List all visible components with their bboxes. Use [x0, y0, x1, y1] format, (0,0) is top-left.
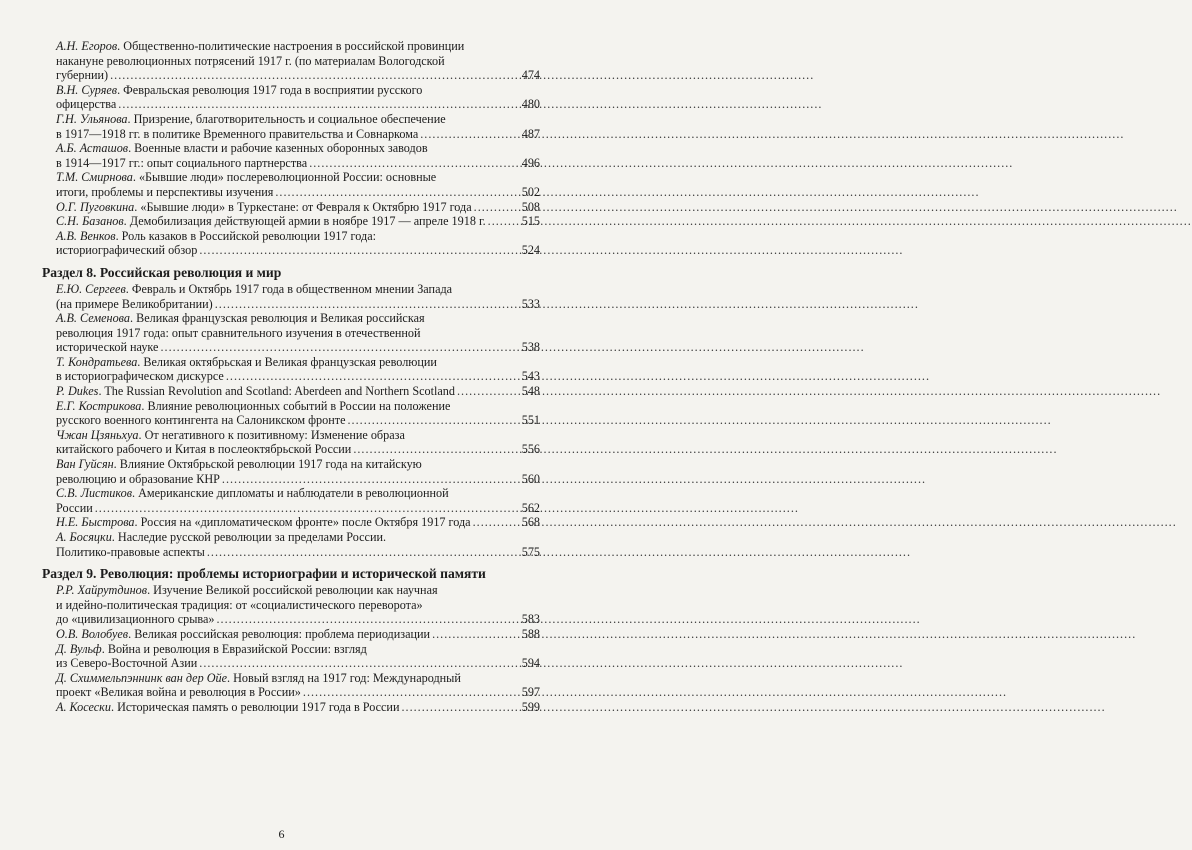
- toc-entry-text-wrap: [56, 185, 273, 200]
- toc-entry-line: [42, 200, 510, 215]
- toc-entry-title: Наследие русской революции за пределами России.: [117, 530, 387, 544]
- toc-entry-title: Великая французская революция и Великая российская: [136, 311, 425, 326]
- toc-entry-title: в 1917—1918 гг. в политике Временного правительства и Совнаркома: [56, 126, 419, 141]
- toc-entry-text-wrap: [56, 127, 418, 142]
- toc-entry-text-wrap: А.В. Семенова. Великая французская революция и Великая российская: [56, 311, 425, 326]
- toc-entry-text-wrap: С.В. Листиков. Американские дипломаты и наблюдатели в революционной: [56, 486, 449, 501]
- toc-entry-line: [42, 214, 510, 229]
- toc-entry-line: [42, 355, 510, 370]
- toc-entry-page: 594: [521, 656, 540, 671]
- toc-entry-line: [42, 141, 510, 156]
- toc-entry-text-wrap: [56, 369, 224, 384]
- toc-entry-line: [42, 68, 510, 83]
- toc-entry-title: в 1914—1917 гг.: опыт социального партнерства: [56, 155, 308, 170]
- toc-entry-author: P. Dukes: [56, 384, 99, 399]
- toc-entry-author: Д. Схиммельпэннинк ван дер Ойе: [56, 670, 228, 685]
- toc-entry[interactable]: [42, 112, 540, 141]
- toc-entry-text-wrap: Е.Г. Кострикова. Влияние революционных событий в России на положение: [56, 398, 451, 413]
- toc-entry-page: 583: [521, 612, 540, 627]
- toc-entry[interactable]: [42, 229, 540, 258]
- toc-entry-text-wrap: [56, 598, 423, 612]
- toc-entry-title: Политико-правовые аспекты: [56, 544, 205, 559]
- toc-entry[interactable]: [42, 642, 540, 671]
- toc-entry[interactable]: [42, 200, 540, 215]
- toc-entry-title: Демобилизация действующей армии в ноябре 1917 — апреле 1918 г.: [129, 214, 486, 229]
- toc-entry-title: The Russian Revolution and Scotland: Aberdeen and Northern Scotland: [104, 384, 455, 399]
- toc-entry[interactable]: [42, 700, 540, 715]
- toc-entry-page: 562: [521, 500, 540, 515]
- toc-entry[interactable]: [42, 399, 540, 428]
- toc-entry-page: 543: [521, 369, 540, 384]
- toc-entry-line: [42, 282, 510, 297]
- toc-entry-line: [42, 311, 510, 326]
- toc-entry-text-wrap: [56, 685, 301, 700]
- toc-entry-title: «Бывшие люди» послереволюционной России: основные: [138, 170, 437, 185]
- toc-entry-line: [42, 54, 510, 69]
- toc-entry-text-wrap: Ван Гуйсян. Влияние Октябрьской революции 1917 года на китайскую: [56, 457, 422, 472]
- toc-entry-author: А. Босяцки: [56, 530, 112, 544]
- toc-entry-author: А. Косески: [56, 699, 111, 714]
- toc-entry-text-wrap: [56, 156, 307, 171]
- toc-entry[interactable]: [42, 671, 540, 700]
- toc-entry-text-wrap: Д. Вульф. Война и революция в Евразийской России: взгляд: [56, 641, 367, 656]
- toc-entry-line: [42, 229, 510, 244]
- dot-leader: [473, 515, 1177, 530]
- toc-entry-title: из Северо-Восточной Азии: [56, 656, 198, 671]
- dot-leader: [309, 156, 1013, 171]
- toc-entry-line: [42, 612, 510, 627]
- dot-leader: [118, 97, 822, 112]
- toc-entry-line: [42, 384, 510, 399]
- toc-entry-line: [42, 413, 510, 428]
- toc-entry-page: 599: [521, 699, 540, 714]
- toc-entry-title: Великая октябрьская и Великая французская революции: [143, 354, 437, 369]
- toc-entry-title: Американские дипломаты и наблюдатели в революционной: [138, 486, 449, 501]
- toc-entry[interactable]: [42, 141, 540, 170]
- toc-entry-text-wrap: [56, 326, 421, 340]
- toc-entry-line: [42, 545, 510, 560]
- toc-entry-page: 496: [521, 155, 540, 170]
- toc-entry-text-wrap: Н.Е. Быстрова. Россия на «дипломатическом фронте» после Октября 1917 года: [56, 515, 471, 530]
- toc-entry[interactable]: [42, 457, 540, 486]
- toc-entry-author: С.В. Листиков: [56, 486, 132, 501]
- dot-leader: [207, 545, 911, 560]
- toc-entry[interactable]: [42, 530, 540, 559]
- toc-entry-title: исторической науке: [56, 340, 159, 355]
- toc-entry-author: А.В. Венков: [56, 228, 116, 243]
- toc-entry-text-wrap: [56, 243, 197, 258]
- book-page: [0, 0, 563, 850]
- toc-entry-author: Д. Вульф: [56, 641, 102, 656]
- toc-entry-text-wrap: Г.Н. Ульянова. Призрение, благотворительность и социальное обеспечение: [56, 111, 446, 126]
- toc-entry-author: О.В. Волобуев: [56, 626, 129, 641]
- toc-entry-page: 487: [521, 126, 540, 141]
- toc-entry[interactable]: [42, 170, 540, 199]
- toc-entry-line: [42, 170, 510, 185]
- toc-entry-text-wrap: А. Босяцки. Наследие русской революции за пределами России.: [56, 530, 387, 544]
- toc-entry-line: [42, 39, 510, 54]
- dot-leader: [457, 384, 1161, 399]
- toc-entry-line: [42, 627, 510, 642]
- toc-entry-line: [42, 442, 510, 457]
- toc-entry-text-wrap: P. Dukes. The Russian Revolution and Scotland: Aberdeen and Northern Scotland: [56, 384, 455, 399]
- toc-entry-title: России: [56, 500, 93, 515]
- toc-entry-title: Февральская революция 1917 года в восприятии русского: [123, 82, 423, 97]
- dot-leader: [488, 214, 1192, 229]
- toc-entry-line: [42, 515, 510, 530]
- toc-entry-page: 551: [521, 413, 540, 428]
- toc-entry-author: А.В. Семенова: [56, 311, 130, 326]
- toc-entry-line: [42, 671, 510, 686]
- toc-entry-author: Е.Г. Кострикова: [56, 398, 142, 413]
- toc-entry-title: Война и революция в Евразийской России: взгляд: [107, 641, 367, 656]
- dot-leader: [215, 297, 919, 312]
- toc-entry-line: [42, 486, 510, 501]
- toc-entry-text-wrap: [56, 472, 220, 487]
- toc-entry[interactable]: [42, 384, 540, 399]
- toc-entry-line: [42, 369, 510, 384]
- toc-entry-title: до «цивилизационного срыва»: [56, 612, 215, 627]
- toc-entry-text-wrap: В.Н. Суряев. Февральская революция 1917 года в восприятии русского: [56, 82, 423, 97]
- dot-leader: [222, 472, 926, 487]
- toc-entry-author: А.Н. Егоров: [56, 39, 118, 53]
- toc-entry-title: Изучение Великой российской революции как научная: [153, 583, 438, 598]
- toc-entry-line: [42, 700, 510, 715]
- toc-entry-title: От негативного к позитивному: Изменение образа: [144, 427, 405, 442]
- toc-entry-title: Общественно-политические настроения в российской провинции: [123, 39, 465, 53]
- toc-entry-author: Е.Ю. Сергеев: [56, 281, 126, 296]
- toc-entry-page: 560: [521, 471, 540, 486]
- toc-entry-line: [42, 340, 510, 355]
- toc-entry-text-wrap: Р.Р. Хайрутдинов. Изучение Великой российской революции как научная: [56, 583, 438, 598]
- dot-leader: [226, 369, 930, 384]
- dot-leader: [401, 700, 1105, 715]
- dot-leader: [353, 442, 1057, 457]
- toc-entry[interactable]: [42, 583, 540, 627]
- toc-entry-page: 502: [521, 184, 540, 199]
- toc-entry-title: китайского рабочего и Китая в послеоктябрьской России: [56, 442, 352, 457]
- toc-entry-text-wrap: Д. Схиммельпэннинк ван дер Ойе. Новый взгляд на 1917 год: Международный: [56, 670, 461, 685]
- dot-leader: [474, 200, 1178, 215]
- toc-entry-author: Т.М. Смирнова: [56, 170, 133, 185]
- toc-entry-text-wrap: [56, 413, 346, 428]
- toc-entry[interactable]: [42, 355, 540, 384]
- toc-entry-line: [42, 598, 510, 613]
- toc-entry-title: и идейно-политическая традиция: от «социалистического переворота»: [56, 597, 423, 612]
- toc-entry[interactable]: [42, 515, 540, 530]
- toc-entry-title: Призрение, благотворительность и социальное обеспечение: [133, 111, 446, 126]
- dot-leader: [275, 185, 979, 200]
- toc-entry-text-wrap: Чжан Цзяньхуа. От негативного к позитивному: Изменение образа: [56, 427, 405, 442]
- toc-entry-page: 597: [521, 685, 540, 700]
- toc-entry-author: Т. Кондратьева: [56, 354, 138, 369]
- toc-entry-text-wrap: [56, 656, 197, 671]
- toc-entry-page: 575: [521, 544, 540, 559]
- toc-entry-author: С.Н. Базанов: [56, 214, 124, 229]
- toc-entry-text-wrap: А.В. Венков. Роль казаков в Российской революции 1917 года:: [56, 228, 376, 243]
- toc-entry-page: 508: [521, 199, 540, 214]
- toc-entry[interactable]: [42, 83, 540, 112]
- toc-entry-text-wrap: [56, 68, 108, 83]
- toc-entry[interactable]: [42, 282, 540, 311]
- dot-leader: [348, 413, 1052, 428]
- toc-entry-title: Историческая память о революции 1917 года в России: [117, 699, 400, 714]
- toc-entry-title: (на примере Великобритании): [56, 296, 213, 311]
- toc-entry-text-wrap: [56, 97, 116, 112]
- toc-entry-text-wrap: [56, 54, 445, 68]
- toc-entry-title: офицерства: [56, 97, 117, 112]
- toc-entry-title: революцию и образование КНР: [56, 471, 220, 486]
- toc-entry-page: 515: [521, 214, 540, 229]
- toc-entry-title: накануне революционных потрясений 1917 г. (по материалам Вологодской: [56, 53, 445, 68]
- toc-entry-page: 548: [521, 384, 540, 399]
- toc-entry-text-wrap: Т.М. Смирнова. «Бывшие люди» послереволюционной России: основные: [56, 170, 437, 185]
- toc-entry-page: 524: [521, 243, 540, 258]
- toc-entry-text-wrap: [56, 612, 215, 627]
- toc-entry-line: [42, 97, 510, 112]
- toc-entry-line: [42, 685, 510, 700]
- toc-entry-text-wrap: С.Н. Базанов. Демобилизация действующей армии в ноябре 1917 — апреле 1918 г.: [56, 214, 486, 229]
- toc-entry-line: [42, 297, 510, 312]
- toc-entry-line: [42, 127, 510, 142]
- toc-entry-page: 474: [521, 68, 540, 83]
- toc-entry-line: [42, 501, 510, 516]
- toc-entry-text-wrap: Е.Ю. Сергеев. Февраль и Октябрь 1917 года в общественном мнении Запада: [56, 281, 453, 296]
- toc-entry-title: «Бывшие люди» в Туркестане: от Февраля к Октябрю 1917 года: [140, 199, 472, 214]
- toc-entry-line: [42, 326, 510, 341]
- section-heading: Раздел 8. Российская революция и мир: [42, 264, 282, 280]
- toc-entry-title: итоги, проблемы и перспективы изучения: [56, 184, 274, 199]
- toc-entry-text-wrap: [56, 545, 205, 560]
- toc-entry-text-wrap: А.Н. Егоров. Общественно-политические настроения в российской провинции: [56, 39, 465, 53]
- section-heading: Раздел 9. Революция: проблемы историографии и исторической памяти: [42, 566, 486, 582]
- toc-entry-title: Военные власти и рабочие казенных оборонных заводов: [134, 141, 428, 156]
- toc-entry-line: [42, 656, 510, 671]
- toc-entry-title: проект «Великая война и революция в России»: [56, 685, 301, 700]
- toc-entry-page: 538: [521, 340, 540, 355]
- toc-entry-title: Влияние Октябрьской революции 1917 года на китайскую: [119, 457, 422, 472]
- toc-entry-title: Новый взгляд на 1917 год: Международный: [233, 670, 461, 685]
- toc-entry-text-wrap: Т. Кондратьева. Великая октябрьская и Великая французская революции: [56, 354, 437, 369]
- toc-entry-line: [42, 243, 510, 258]
- toc-entry-author: О.Г. Пуговкина: [56, 199, 135, 214]
- toc-entry-author: Чжан Цзяньхуа: [56, 427, 139, 442]
- toc-entry-title: Влияние революционных событий в России на положение: [147, 398, 451, 413]
- toc-entry-text-wrap: О.Г. Пуговкина. «Бывшие люди» в Туркестане: от Февраля к Октябрю 1917 года: [56, 199, 472, 214]
- toc-entry-title: губернии): [56, 68, 109, 83]
- toc-entry-author: Г.Н. Ульянова: [56, 111, 128, 126]
- toc-entry-line: [42, 583, 510, 598]
- dot-leader: [110, 68, 814, 83]
- page-number: 6: [278, 827, 285, 841]
- toc-entry-text-wrap: О.В. Волобуев. Великая российская революция: проблема периодизации: [56, 626, 431, 641]
- toc-entry-page: 480: [521, 97, 540, 112]
- toc-entry[interactable]: [42, 486, 540, 515]
- toc-entry-page: 556: [521, 442, 540, 457]
- table-of-contents: [42, 39, 540, 715]
- toc-entry-line: [42, 399, 510, 414]
- toc-entry-title: Великая российская революция: проблема периодизации: [134, 626, 431, 641]
- toc-entry-page: 533: [521, 296, 540, 311]
- dot-leader: [303, 685, 1007, 700]
- toc-entry-title: русского военного контингента на Салоникском фронте: [56, 413, 346, 428]
- toc-entry-text-wrap: [56, 501, 93, 516]
- toc-entry-line: [42, 112, 510, 127]
- toc-entry-line: [42, 156, 510, 171]
- toc-entry-author: А.Б. Асташов: [56, 141, 129, 156]
- toc-entry-line: [42, 642, 510, 657]
- toc-entry-title: Россия на «дипломатическом фронте» после Октября 1917 года: [140, 515, 471, 530]
- toc-entry-title: Роль казаков в Российской революции 1917 года:: [121, 228, 376, 243]
- toc-entry-page: 588: [521, 626, 540, 641]
- dot-leader: [95, 501, 799, 516]
- toc-entry-title: революция 1917 года: опыт сравнительного изучения в отечественной: [56, 325, 421, 340]
- toc-entry-page: 568: [521, 515, 540, 530]
- toc-entry-text-wrap: [56, 297, 213, 312]
- toc-entry-author: Ван Гуйсян: [56, 457, 114, 472]
- toc-entry-line: [42, 457, 510, 472]
- toc-entry[interactable]: [42, 214, 540, 229]
- toc-entry-author: В.Н. Суряев: [56, 82, 118, 97]
- toc-entry[interactable]: [42, 39, 540, 83]
- dot-leader: [199, 656, 903, 671]
- toc-entry-title: Февраль и Октябрь 1917 года в общественном мнении Запада: [131, 281, 453, 296]
- toc-entry-author: Р.Р. Хайрутдинов: [56, 583, 148, 598]
- toc-entry-author: Н.Е. Быстрова: [56, 515, 135, 530]
- toc-entry-line: [42, 428, 510, 443]
- toc-entry-title: историографический обзор: [56, 243, 198, 258]
- toc-entry-line: [42, 530, 510, 545]
- toc-entry[interactable]: [42, 428, 540, 457]
- toc-entry-text-wrap: А. Косески. Историческая память о революции 1917 года в России: [56, 699, 400, 714]
- toc-entry-line: [42, 185, 510, 200]
- dot-leader: [199, 243, 903, 258]
- toc-entry-text-wrap: А.Б. Асташов. Военные власти и рабочие казенных оборонных заводов: [56, 141, 428, 156]
- toc-entry[interactable]: [42, 627, 540, 642]
- toc-entry-text-wrap: [56, 442, 351, 457]
- dot-leader: [217, 612, 921, 627]
- toc-entry-line: [42, 472, 510, 487]
- toc-entry[interactable]: [42, 311, 540, 355]
- toc-entry-line: [42, 83, 510, 98]
- toc-entry-title: в историографическом дискурсе: [56, 369, 224, 384]
- toc-entry-text-wrap: [56, 340, 158, 355]
